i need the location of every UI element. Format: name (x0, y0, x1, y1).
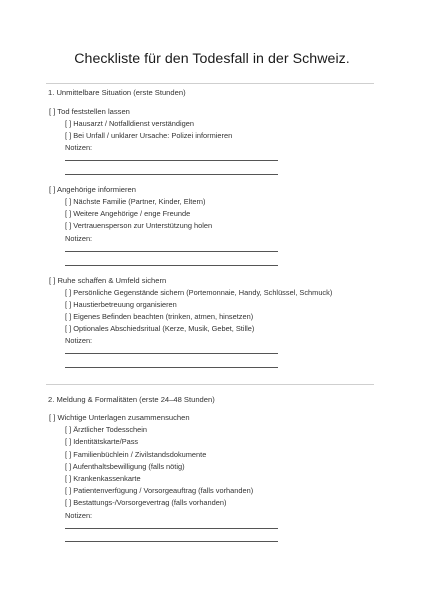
checklist-item[interactable]: [ ] Bei Unfall / unklarer Ursache: Polizei informieren (65, 131, 233, 140)
checklist-item[interactable]: [ ] Hausarzt / Notfalldienst verständigen (65, 119, 194, 128)
notes-line[interactable] (65, 528, 278, 529)
checklist-group-heading[interactable]: [ ] Tod feststellen lassen (49, 107, 130, 116)
section-divider (46, 83, 374, 84)
notes-line[interactable] (65, 541, 278, 542)
notes-label: Notizen: (65, 143, 93, 152)
title-text: Checkliste für den Todesfall in der Schweiz (74, 51, 346, 67)
notes-line[interactable] (65, 160, 278, 161)
notes-line[interactable] (65, 367, 278, 368)
checklist-item[interactable]: [ ] Optionales Abschiedsritual (Kerze, Musik, Gebet, Stille) (65, 324, 255, 333)
checklist-group-heading[interactable]: [ ] Wichtige Unterlagen zusammensuchen (49, 413, 190, 422)
notes-line[interactable] (65, 174, 278, 175)
checklist-item[interactable]: [ ] Krankenkassenkarte (65, 474, 141, 483)
checklist-item[interactable]: [ ] Bestattungs-/Vorsorgevertrag (falls vorhanden) (65, 498, 227, 507)
section-divider (46, 384, 374, 385)
notes-label: Notizen: (65, 511, 93, 520)
notes-label: Notizen: (65, 336, 93, 345)
checklist-item[interactable]: [ ] Persönliche Gegenstände sichern (Portemonnaie, Handy, Schlüssel, Schmuck) (65, 288, 333, 297)
notes-line[interactable] (65, 265, 278, 266)
checklist-item[interactable]: [ ] Aufenthaltsbewilligung (falls nötig) (65, 462, 185, 471)
checklist-item[interactable]: [ ] Eigenes Befinden beachten (trinken, atmen, hinsetzen) (65, 312, 254, 321)
checklist-item[interactable]: [ ] Patientenverfügung / Vorsorgeauftrag (falls vorhanden) (65, 486, 254, 495)
checklist-item[interactable]: [ ] Ärztlicher Todesschein (65, 425, 148, 434)
section-heading: 1. Unmittelbare Situation (erste Stunden) (48, 88, 186, 97)
checklist-item[interactable]: [ ] Nächste Familie (Partner, Kinder, Eltern) (65, 197, 206, 206)
notes-label: Notizen: (65, 234, 93, 243)
page-title (0, 51, 424, 67)
notes-line[interactable] (65, 251, 278, 252)
checklist-item[interactable]: [ ] Haustierbetreuung organisieren (65, 300, 177, 309)
section-heading: 2. Meldung & Formalitäten (erste 24–48 Stunden) (48, 395, 215, 404)
checklist-item[interactable]: [ ] Familienbüchlein / Zivilstandsdokumente (65, 450, 207, 459)
checklist-item[interactable]: [ ] Vertrauensperson zur Unterstützung holen (65, 221, 213, 230)
checklist-group-heading[interactable]: [ ] Ruhe schaffen & Umfeld sichern (49, 276, 167, 285)
checklist-group-heading[interactable]: [ ] Angehörige informieren (49, 185, 136, 194)
notes-line[interactable] (65, 353, 278, 354)
title-period: . (345, 51, 350, 67)
checklist-item[interactable]: [ ] Identitätskarte/Pass (65, 437, 139, 446)
checklist-item[interactable]: [ ] Weitere Angehörige / enge Freunde (65, 209, 191, 218)
